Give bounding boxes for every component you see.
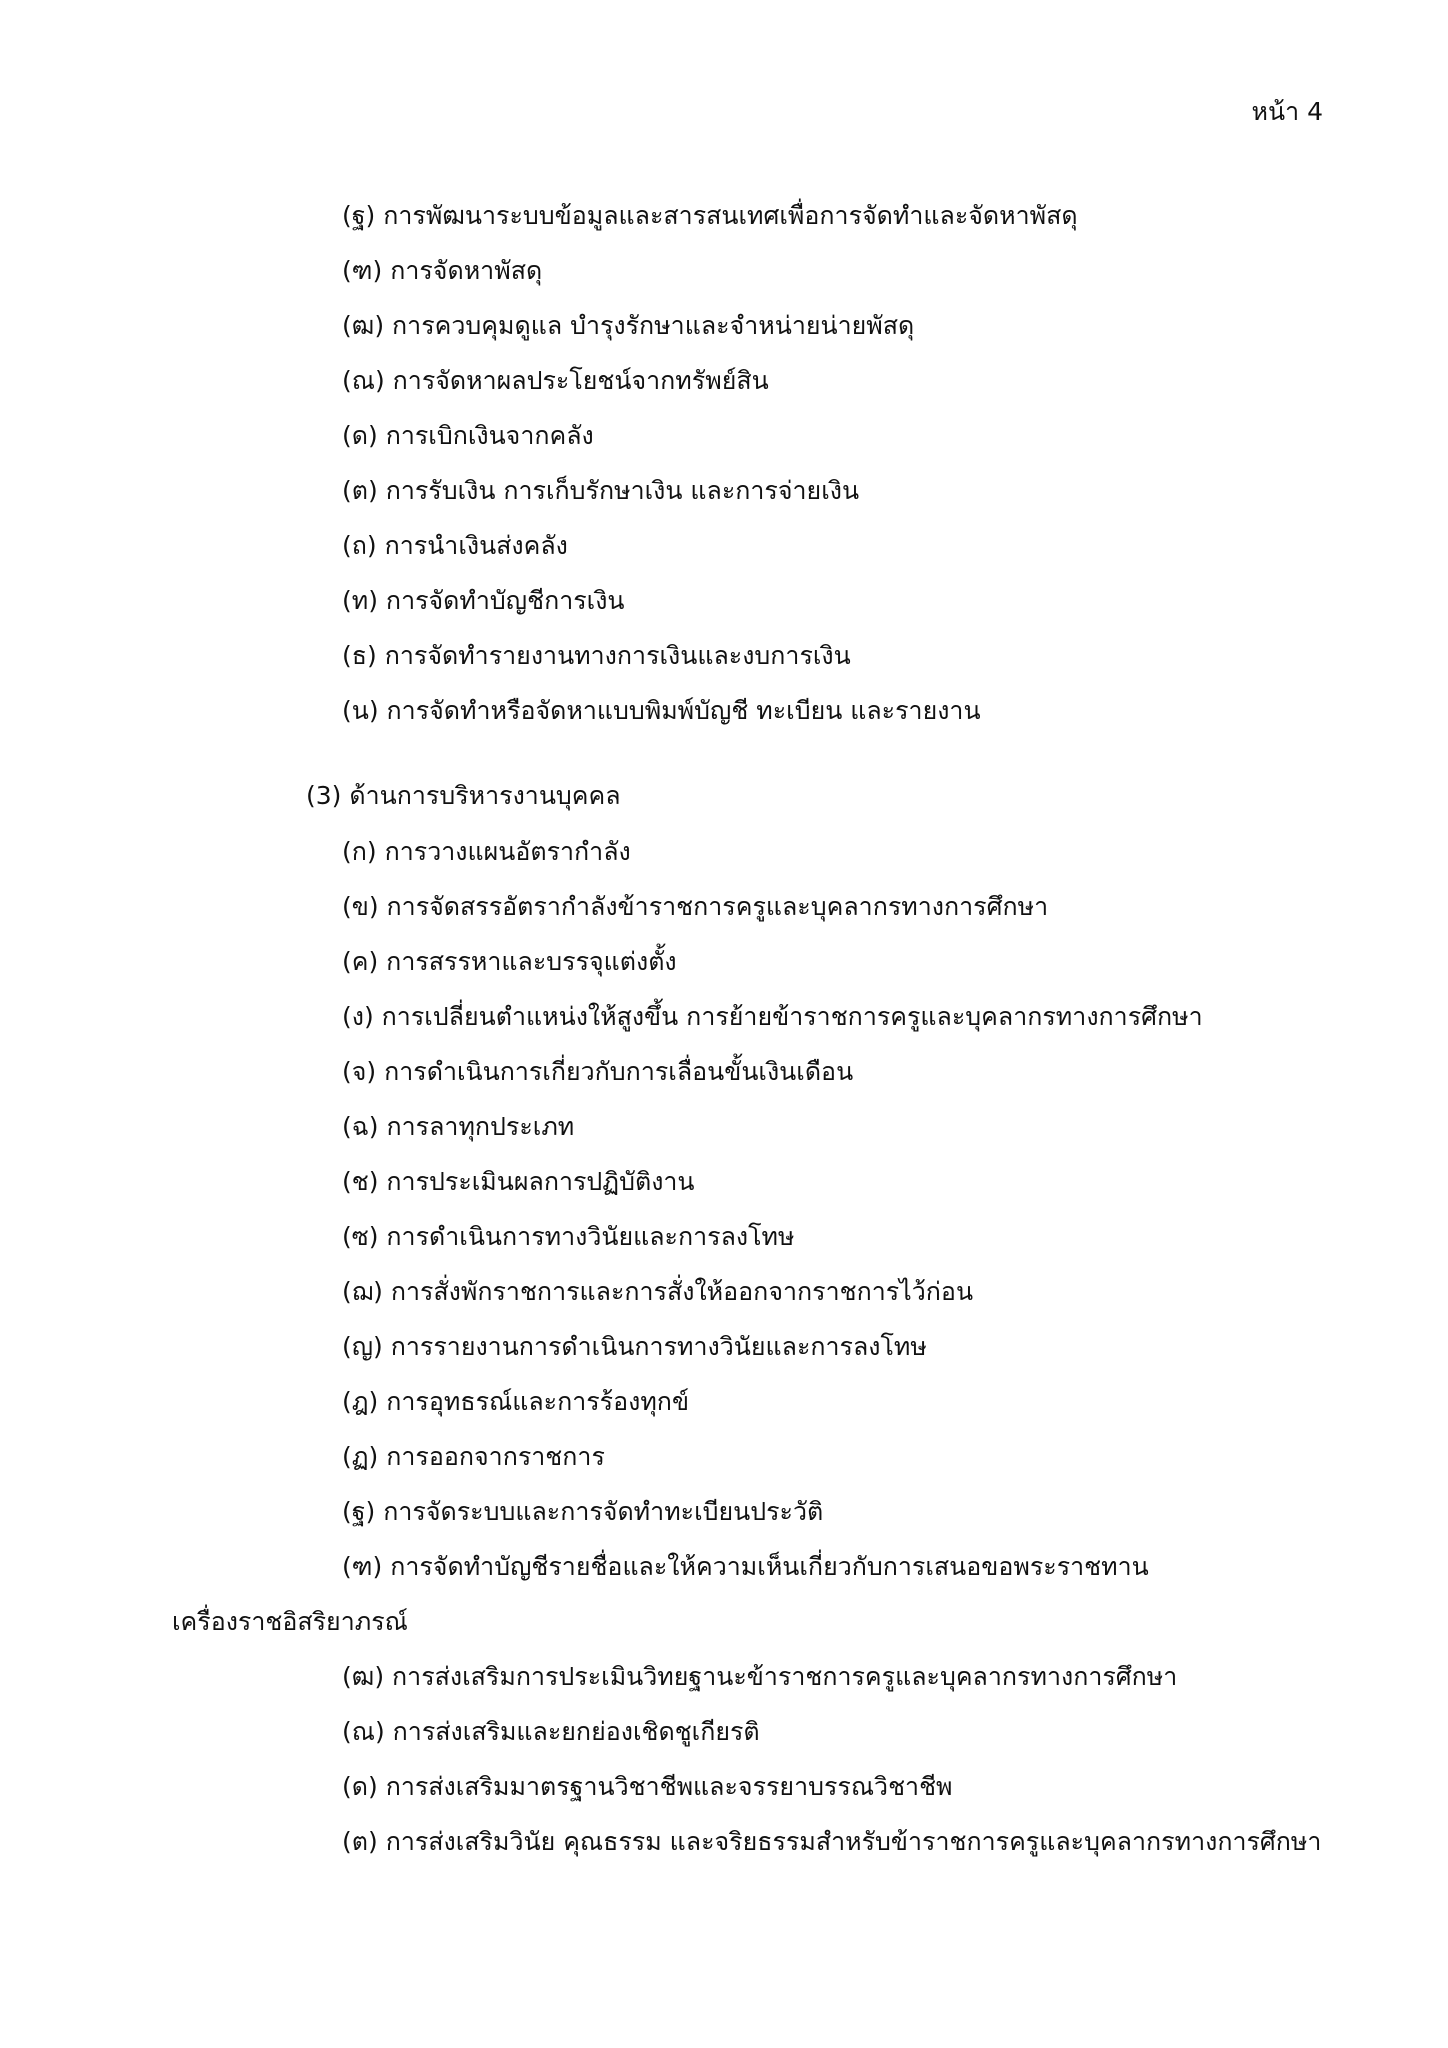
page-number: หน้า 4 [1251,97,1323,126]
list-item: (ฉ) การลาทุกประเภท [342,1112,575,1141]
list-item: (ค) การสรรหาและบรรจุแต่งตั้ง [342,947,677,976]
list-item: (ฐ) การพัฒนาระบบข้อมูลและสารสนเทศเพื่อการจัดทำและจัดหาพัสดุ [342,201,1078,230]
list-item: (ฏ) การออกจากราชการ [342,1442,605,1471]
list-item: (ต) การส่งเสริมวินัย คุณธรรม และจริยธรรมสำหรับข้าราชการครูและบุคลากรทางการศึกษา [342,1827,1322,1856]
list-item: (ด) การเบิกเงินจากคลัง [342,421,594,450]
list-item: (ฑ) การจัดทำบัญชีรายชื่อและให้ความเห็นเกี่ยวกับการเสนอขอพระราชทาน [342,1552,1149,1581]
list-item: (ฒ) การส่งเสริมการประเมินวิทยฐานะข้าราชการครูและบุคลากรทางการศึกษา [342,1662,1178,1691]
list-item: (น) การจัดทำหรือจัดหาแบบพิมพ์บัญชี ทะเบียน และรายงาน [342,696,981,725]
list-item: (ณ) การจัดหาผลประโยชน์จากทรัพย์สิน [342,366,769,395]
list-item: (ฎ) การอุทธรณ์และการร้องทุกข์ [342,1387,690,1416]
list-item: (ก) การวางแผนอัตรากำลัง [342,837,631,866]
list-item: (ฒ) การควบคุมดูแล บำรุงรักษาและจำหน่ายน่ายพัสดุ [342,311,915,340]
section-heading: (3) ด้านการบริหารงานบุคคล [306,781,621,810]
list-item: (ต) การรับเงิน การเก็บรักษาเงิน และการจ่ายเงิน [342,476,860,505]
list-item: (ฐ) การจัดระบบและการจัดทำทะเบียนประวัติ [342,1497,824,1526]
list-item: (ญ) การรายงานการดำเนินการทางวินัยและการลงโทษ [342,1332,927,1361]
list-item: (ท) การจัดทำบัญชีการเงิน [342,586,625,615]
list-item: (ช) การประเมินผลการปฏิบัติงาน [342,1167,695,1196]
list-item: (ฌ) การสั่งพักราชการและการสั่งให้ออกจากราชการไว้ก่อน [342,1277,974,1306]
list-item: (ข) การจัดสรรอัตรากำลังข้าราชการครูและบุคลากรทางการศึกษา [342,892,1049,921]
list-item: (ฑ) การจัดหาพัสดุ [342,256,543,285]
list-item: (ถ) การนำเงินส่งคลัง [342,531,568,560]
list-item: (จ) การดำเนินการเกี่ยวกับการเลื่อนขั้นเงินเดือน [342,1057,854,1086]
list-item: (ง) การเปลี่ยนตำแหน่งให้สูงขึ้น การย้ายข้าราชการครูและบุคลากรทางการศึกษา [342,1002,1203,1031]
list-item: (ด) การส่งเสริมมาตรฐานวิชาชีพและจรรยาบรรณวิชาชีพ [342,1772,953,1801]
list-item: (ซ) การดำเนินการทางวินัยและการลงโทษ [342,1222,795,1251]
list-item: (ธ) การจัดทำรายงานทางการเงินและงบการเงิน [342,641,851,670]
list-item: (ณ) การส่งเสริมและยกย่องเชิดชูเกียรติ [342,1717,760,1746]
list-item-continuation: เครื่องราชอิสริยาภรณ์ [172,1607,408,1636]
